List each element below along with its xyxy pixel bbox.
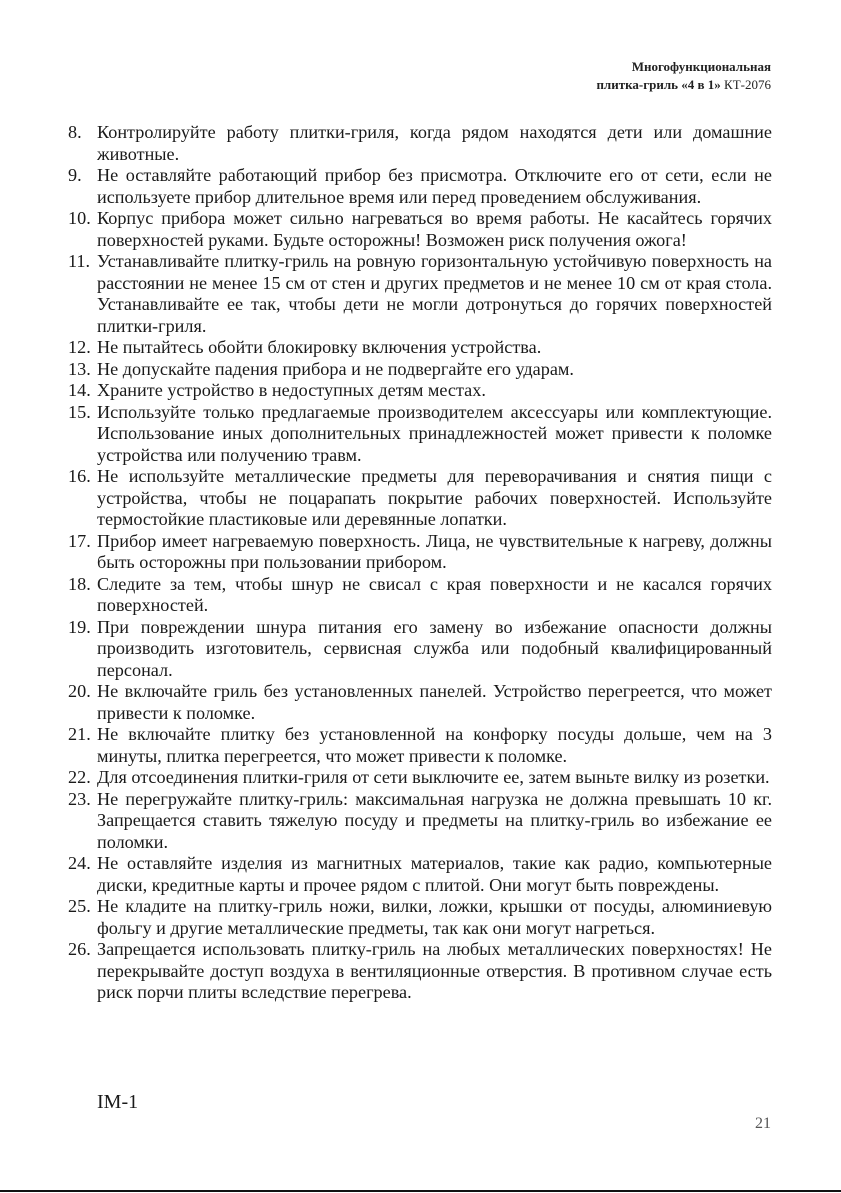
item-text: Не допускайте падения прибора и не подвергайте его ударам. xyxy=(97,358,574,379)
header-product-type: Многофункциональная xyxy=(631,59,771,74)
header-product-title: плитка-гриль «4 в 1» xyxy=(596,77,721,92)
item-number: 21. xyxy=(68,724,91,744)
header-product-name xyxy=(596,76,771,94)
item-text: Не оставляйте работающий прибор без присмотра. Отключите его от сети, если не используете прибор длительное время или перед проведением обслуживания. xyxy=(97,165,772,207)
page-bottom-border xyxy=(0,1190,841,1192)
item-number: 19. xyxy=(68,616,91,637)
list-item xyxy=(68,681,772,724)
item-number: 15. xyxy=(68,401,91,422)
item-text: Не включайте гриль без установленных панелей. Устройство перегреется, что может привести к поломке. xyxy=(97,681,772,723)
item-number: 18. xyxy=(68,573,91,594)
item-number: 24. xyxy=(68,853,91,873)
page-number: 21 xyxy=(755,1115,771,1132)
item-number: 12. xyxy=(68,337,91,357)
item-text: Храните устройство в недоступных детям местах. xyxy=(97,380,486,400)
document-code: IM-1 xyxy=(97,1091,139,1113)
item-number: 17. xyxy=(68,530,91,551)
item-number: 22. xyxy=(68,767,91,787)
item-number: 26. xyxy=(68,939,91,959)
item-text: Не перегружайте плитку-гриль: максимальная нагрузка не должна превышать 10 кг. Запрещается ставить тяжелую посуду и предметы на плитку-гриль во избежание ее поломки. xyxy=(97,788,772,852)
item-number: 20. xyxy=(68,681,91,701)
item-text: Устанавливайте плитку-гриль на ровную горизонтальную устойчивую поверхность на расстоянии не менее 15 см от стен и других предметов и не менее 10 см от края стола. Устанавливайте ее так, чтобы дети не могли дотронуться до горячих поверхностей плитки-гриля. xyxy=(97,251,772,336)
list-item xyxy=(68,251,772,337)
list-item xyxy=(68,359,772,381)
item-number: 9. xyxy=(68,165,82,185)
item-text: Контролируйте работу плитки-гриля, когда рядом находятся дети или домашние животные. xyxy=(97,122,772,164)
list-item xyxy=(68,466,772,531)
list-item xyxy=(68,896,772,939)
item-number: 25. xyxy=(68,896,91,916)
item-number: 8. xyxy=(68,122,82,142)
list-item xyxy=(68,165,772,208)
item-number: 13. xyxy=(68,358,91,379)
item-number: 16. xyxy=(68,466,91,486)
item-text: Не оставляйте изделия из магнитных материалов, такие как радио, компьютерные диски, кредитные карты и прочее рядом с плитой. Они могут быть повреждены. xyxy=(97,853,772,895)
list-item xyxy=(68,574,772,617)
item-number: 23. xyxy=(68,788,91,809)
item-number: 14. xyxy=(68,380,91,400)
list-item xyxy=(68,337,772,359)
item-text: Запрещается использовать плитку-гриль на любых металлических поверхностях! Не перекрывайте доступ воздуха в вентиляционные отверстия. В противном случае есть риск порчи плиты вследствие перегрева. xyxy=(97,939,772,1002)
list-item xyxy=(68,939,772,1004)
list-item xyxy=(68,789,772,854)
item-text: Корпус прибора может сильно нагреваться во время работы. Не касайтесь горячих поверхностей руками. Будьте осторожны! Возможен риск получения ожога! xyxy=(97,208,772,250)
list-item xyxy=(68,853,772,896)
list-item xyxy=(68,767,772,789)
list-item xyxy=(68,531,772,574)
item-text: Следите за тем, чтобы шнур не свисал с края поверхности и не касался горячих поверхностей. xyxy=(97,573,772,615)
list-item xyxy=(68,617,772,682)
list-item xyxy=(68,122,772,165)
item-text: При повреждении шнура питания его замену во избежание опасности должны производить изготовитель, сервисная служба или подобный квалифицированный персонал. xyxy=(97,616,772,680)
list-item xyxy=(68,402,772,467)
item-text: Не используйте металлические предметы для переворачивания и снятия пищи с устройства, чтобы не поцарапать покрытие рабочих поверхностей. Используйте термостойкие пластиковые или деревянные лопатки. xyxy=(97,466,772,529)
item-number: 10. xyxy=(68,208,91,228)
safety-instructions-list xyxy=(68,122,772,1004)
item-text: Не пытайтесь обойти блокировку включения устройства. xyxy=(97,337,542,357)
list-item xyxy=(68,724,772,767)
list-item xyxy=(68,380,772,402)
list-item xyxy=(68,208,772,251)
item-text: Не включайте плитку без установленной на конфорку посуды дольше, чем на 3 минуты, плитка перегреется, что может привести к поломке. xyxy=(97,724,772,766)
running-header xyxy=(596,58,771,94)
header-model: КТ-2076 xyxy=(720,77,771,92)
item-text: Прибор имеет нагреваемую поверхность. Лица, не чувствительные к нагреву, должны быть осторожны при пользовании прибором. xyxy=(97,530,772,572)
item-text: Используйте только предлагаемые производителем аксессуары или комплектующие. Использование иных дополнительных принадлежностей может привести к поломке устройства или получению травм. xyxy=(97,401,772,465)
item-text: Не кладите на плитку-гриль ножи, вилки, ложки, крышки от посуды, алюминиевую фольгу и другие металлические предметы, так как они могут нагреться. xyxy=(97,896,772,938)
item-text: Для отсоединения плитки-гриля от сети выключите ее, затем выньте вилку из розетки. xyxy=(97,767,770,787)
item-number: 11. xyxy=(68,251,91,271)
